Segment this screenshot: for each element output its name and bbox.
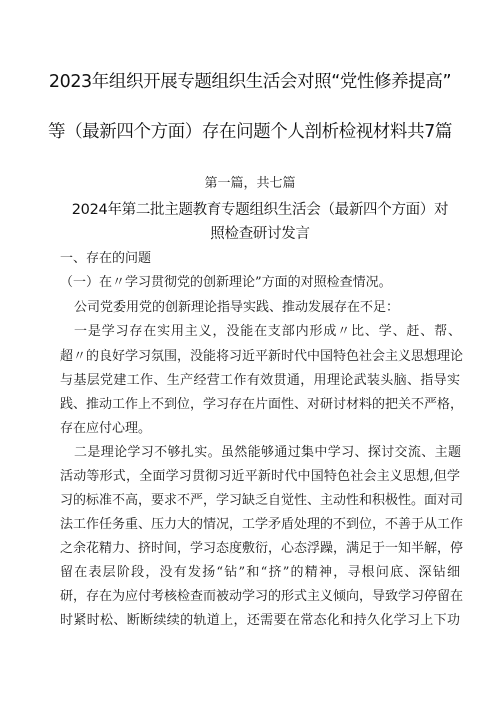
document-title-line2: 等（最新四个方面）存在问题个人剖析检视材料共7篇 [47,122,453,142]
body-line: 超〃的良好学习氛围，没能将习近平新时代中国特色社会主义思想理论 [60,349,464,364]
body-line: 留在表层阶段，没有发扬“钻”和“挤”的精神，寻根问底、深钻细 [60,565,460,580]
section-title-line2: 照检查研讨发言 [210,226,310,242]
body-line: 践、推动工作上不到位，学习存在片面性、对研讨材料的把关不严格， [60,397,464,412]
body-line: 习的标准不高，要求不严，学习缺乏自觉性、主动性和积极性。面对司 [60,493,464,508]
body-line: 之余花精力、挤时间，学习态度敷衍，心态浮躁，满足于一知半解，停 [60,541,464,556]
body-line: 一是学习存在实用主义，没能在支部内形成〃比、学、赶、帮、 [74,324,461,339]
body-line: 研，存在为应付考核检查而被动学习的形式主义倾向，导致学习停留在 [60,589,464,604]
heading-problems: 一、存在的问题 [60,251,152,266]
body-line: 二是理论学习不够扎实。虽然能够通过集中学习、探讨交流、主题 [74,445,461,460]
body-line: 法工作任务重、压力大的情况，工学矛盾处理的不到位，不善于从工作 [60,517,464,532]
body-line: 存在应付心理。 [60,421,152,436]
body-line: 时紧时松、断断续续的轨道上，还需要在常态化和持久化学习上下功 [60,613,460,628]
body-line: 与基层党建工作、生产经营工作有效贯通，用理论武装头脑、指导实 [60,373,460,388]
body-line: 活动等形式，全面学习贯彻习近平新时代中国特色社会主义思想,但学 [60,469,460,484]
part-label: 第一篇，共七篇 [204,176,296,191]
document-title-line1: 2023年组织开展专题组织生活会对照“党性修养提高” [48,72,452,92]
body-line: 公司党委用党的创新理论指导实践、推动发展存在不足： [74,300,400,315]
section-title-line1: 2024年第二批主题教育专题组织生活会（最新四个方面）对 [71,202,449,218]
subheading-theory-study: （一）在〃学习贯彻党的创新理论”方面的对照检查情况。 [60,275,392,290]
